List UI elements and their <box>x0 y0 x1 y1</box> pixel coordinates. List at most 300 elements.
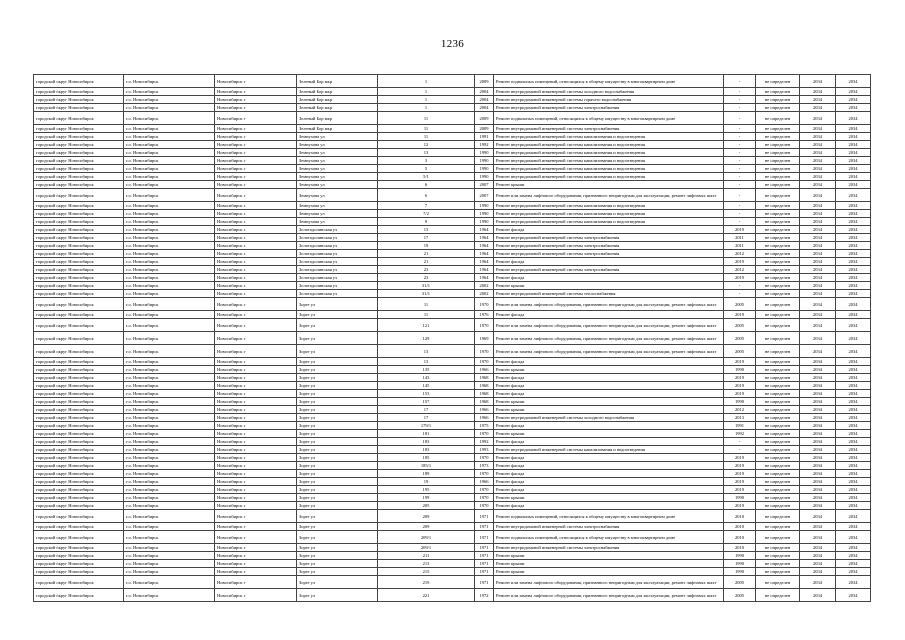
cell-year-to: 2034 <box>836 510 871 523</box>
cell-status: не определен <box>756 112 800 125</box>
cell-city: Новосибирск г <box>215 430 297 438</box>
cell-okrug: городской округ Новосибирск <box>34 234 124 242</box>
cell-year-to: 2034 <box>836 75 871 88</box>
cell-city: Новосибирск г <box>215 414 297 422</box>
cell-work-type: Ремонт внутридомовой инженерной системы электроснабжения <box>494 125 724 133</box>
table-row <box>34 242 871 250</box>
cell-settlement: г.о. Новосибирск <box>124 552 215 560</box>
cell-house: 5/1 <box>378 173 475 181</box>
cell-street: Земнухова ул <box>297 165 378 173</box>
cell-settlement: г.о. Новосибирск <box>124 202 215 210</box>
cell-year-to: 2034 <box>836 133 871 141</box>
cell-status: не определен <box>756 470 800 478</box>
cell-house: 129 <box>378 332 475 345</box>
cell-house: 31/1 <box>378 290 475 298</box>
cell-year: 1993 <box>475 446 494 454</box>
table-row <box>34 345 871 358</box>
cell-prev-repair: 2010 <box>724 544 756 552</box>
cell-year-to: 2034 <box>836 374 871 382</box>
cell-year: 1990 <box>475 149 494 157</box>
cell-year-from: 2034 <box>800 266 836 274</box>
cell-year-to: 2034 <box>836 523 871 531</box>
cell-house: 11 <box>378 311 475 319</box>
cell-city: Новосибирск г <box>215 141 297 149</box>
cell-settlement: г.о. Новосибирск <box>124 332 215 345</box>
table-row <box>34 125 871 133</box>
table-row <box>34 290 871 298</box>
cell-settlement: г.о. Новосибирск <box>124 438 215 446</box>
cell-city: Новосибирск г <box>215 189 297 202</box>
cell-prev-repair: 1990 <box>724 552 756 560</box>
table-row <box>34 560 871 568</box>
cell-street: Золотодолинская ул <box>297 226 378 234</box>
cell-city: Новосибирск г <box>215 298 297 311</box>
cell-city: Новосибирск г <box>215 560 297 568</box>
cell-status: не определен <box>756 290 800 298</box>
cell-status: не определен <box>756 390 800 398</box>
cell-okrug: городской округ Новосибирск <box>34 181 124 189</box>
cell-work-type: Ремонт внутридомовой инженерной системы холодного водоснабжения <box>494 88 724 96</box>
cell-status: не определен <box>756 157 800 165</box>
cell-status: не определен <box>756 218 800 226</box>
cell-work-type: Ремонт крыши <box>494 560 724 568</box>
cell-street: Зеленый Бор мкр <box>297 112 378 125</box>
cell-status: не определен <box>756 75 800 88</box>
cell-year: 2009 <box>475 75 494 88</box>
cell-year: 1990 <box>475 165 494 173</box>
cell-okrug: городской округ Новосибирск <box>34 462 124 470</box>
cell-okrug: городской округ Новосибирск <box>34 382 124 390</box>
table-row <box>34 282 871 290</box>
table-row <box>34 462 871 470</box>
cell-prev-repair: - <box>724 149 756 157</box>
cell-prev-repair: - <box>724 133 756 141</box>
cell-settlement: г.о. Новосибирск <box>124 454 215 462</box>
cell-prev-repair: 2010 <box>724 531 756 544</box>
cell-year-from: 2034 <box>800 345 836 358</box>
cell-year-to: 2034 <box>836 311 871 319</box>
cell-settlement: г.о. Новосибирск <box>124 470 215 478</box>
cell-okrug: городской округ Новосибирск <box>34 470 124 478</box>
cell-okrug: городской округ Новосибирск <box>34 544 124 552</box>
cell-house: 13 <box>378 358 475 366</box>
cell-house: 13 <box>378 226 475 234</box>
cell-city: Новосибирск г <box>215 282 297 290</box>
cell-year-to: 2034 <box>836 544 871 552</box>
cell-status: не определен <box>756 446 800 454</box>
cell-year-from: 2034 <box>800 390 836 398</box>
cell-okrug: городской округ Новосибирск <box>34 282 124 290</box>
table-row <box>34 510 871 523</box>
cell-year: 1990 <box>475 157 494 165</box>
cell-street: Земнухова ул <box>297 189 378 202</box>
cell-year: 1970 <box>475 502 494 510</box>
cell-prev-repair: 2019 <box>724 311 756 319</box>
cell-prev-repair: 2019 <box>724 274 756 282</box>
cell-status: не определен <box>756 568 800 576</box>
cell-street: Зорге ул <box>297 430 378 438</box>
cell-settlement: г.о. Новосибирск <box>124 157 215 165</box>
cell-year: 2002 <box>475 282 494 290</box>
cell-work-type: Ремонт внутридомовой инженерной системы канализования и водоотведения <box>494 149 724 157</box>
cell-status: не определен <box>756 531 800 544</box>
cell-house: 11 <box>378 112 475 125</box>
cell-status: не определен <box>756 576 800 589</box>
cell-year-to: 2034 <box>836 560 871 568</box>
cell-year: 1992 <box>475 141 494 149</box>
cell-prev-repair: - <box>724 157 756 165</box>
cell-prev-repair: - <box>724 189 756 202</box>
cell-year-from: 2034 <box>800 104 836 112</box>
cell-year-from: 2034 <box>800 430 836 438</box>
table-row <box>34 454 871 462</box>
cell-city: Новосибирск г <box>215 274 297 282</box>
cell-year-to: 2034 <box>836 282 871 290</box>
cell-settlement: г.о. Новосибирск <box>124 422 215 430</box>
cell-year-from: 2034 <box>800 258 836 266</box>
cell-work-type: Ремонт внутридомовой инженерной системы канализования и водоотведения <box>494 133 724 141</box>
cell-house: 183 <box>378 446 475 454</box>
cell-year-from: 2034 <box>800 589 836 602</box>
cell-year-from: 2034 <box>800 274 836 282</box>
cell-house: 6 <box>378 189 475 202</box>
cell-status: не определен <box>756 422 800 430</box>
cell-house: 5 <box>378 165 475 173</box>
cell-settlement: г.о. Новосибирск <box>124 75 215 88</box>
cell-year-from: 2034 <box>800 398 836 406</box>
cell-year: 1970 <box>475 298 494 311</box>
table-row <box>34 382 871 390</box>
cell-prev-repair: 2019 <box>724 258 756 266</box>
cell-status: не определен <box>756 96 800 104</box>
cell-okrug: городской округ Новосибирск <box>34 510 124 523</box>
cell-year: 1972 <box>475 589 494 602</box>
cell-year: 1964 <box>475 226 494 234</box>
cell-year: 1966 <box>475 366 494 374</box>
cell-okrug: городской округ Новосибирск <box>34 319 124 332</box>
cell-status: не определен <box>756 234 800 242</box>
cell-city: Новосибирск г <box>215 133 297 141</box>
cell-year-to: 2034 <box>836 502 871 510</box>
cell-year: 2007 <box>475 181 494 189</box>
cell-prev-repair: 2019 <box>724 374 756 382</box>
cell-street: Зорге ул <box>297 589 378 602</box>
cell-year: 1976 <box>475 311 494 319</box>
table-row <box>34 173 871 181</box>
cell-okrug: городской округ Новосибирск <box>34 446 124 454</box>
cell-okrug: городской округ Новосибирск <box>34 560 124 568</box>
cell-house: 135 <box>378 366 475 374</box>
cell-settlement: г.о. Новосибирск <box>124 242 215 250</box>
cell-year-to: 2034 <box>836 462 871 470</box>
cell-settlement: г.о. Новосибирск <box>124 568 215 576</box>
cell-work-type: Ремонт внутридомовой инженерной системы канализования и водоотведения <box>494 218 724 226</box>
cell-year-from: 2034 <box>800 234 836 242</box>
cell-prev-repair: 1992 <box>724 430 756 438</box>
cell-city: Новосибирск г <box>215 332 297 345</box>
cell-year-from: 2034 <box>800 523 836 531</box>
cell-settlement: г.о. Новосибирск <box>124 531 215 544</box>
cell-settlement: г.о. Новосибирск <box>124 390 215 398</box>
cell-house: 9 <box>378 218 475 226</box>
cell-year-to: 2034 <box>836 576 871 589</box>
cell-year: 2007 <box>475 189 494 202</box>
cell-work-type: Ремонт подвальных помещений, относящихся к общему имуществу в многоквартирном доме <box>494 75 724 88</box>
cell-year-from: 2034 <box>800 462 836 470</box>
cell-prev-repair: 2019 <box>724 462 756 470</box>
cell-city: Новосибирск г <box>215 234 297 242</box>
cell-work-type: Ремонт внутридомовой инженерной системы канализования и водоотведения <box>494 157 724 165</box>
cell-street: Зорге ул <box>297 494 378 502</box>
cell-house: 145 <box>378 382 475 390</box>
cell-year-from: 2034 <box>800 96 836 104</box>
table-row <box>34 568 871 576</box>
cell-status: не определен <box>756 462 800 470</box>
cell-year-to: 2034 <box>836 88 871 96</box>
cell-house: 213 <box>378 560 475 568</box>
cell-settlement: г.о. Новосибирск <box>124 366 215 374</box>
cell-work-type: Ремонт или замена лифтового оборудования, признанного непригодным для эксплуатации, ремонт лифтовых шахт <box>494 345 724 358</box>
table-row <box>34 274 871 282</box>
cell-street: Зорге ул <box>297 366 378 374</box>
cell-house: 221 <box>378 589 475 602</box>
cell-house: 11 <box>378 133 475 141</box>
cell-house: 11 <box>378 125 475 133</box>
cell-year-to: 2034 <box>836 218 871 226</box>
cell-year-to: 2034 <box>836 242 871 250</box>
cell-okrug: городской округ Новосибирск <box>34 358 124 366</box>
table-row <box>34 478 871 486</box>
cell-city: Новосибирск г <box>215 486 297 494</box>
cell-street: Зеленый Бор мкр <box>297 125 378 133</box>
cell-status: не определен <box>756 366 800 374</box>
cell-prev-repair: 1991 <box>724 422 756 430</box>
cell-year-to: 2034 <box>836 181 871 189</box>
cell-year-from: 2034 <box>800 374 836 382</box>
cell-street: Зорге ул <box>297 319 378 332</box>
cell-status: не определен <box>756 189 800 202</box>
cell-okrug: городской округ Новосибирск <box>34 438 124 446</box>
cell-house: 209 <box>378 523 475 531</box>
cell-status: не определен <box>756 242 800 250</box>
cell-year-from: 2034 <box>800 510 836 523</box>
cell-status: не определен <box>756 250 800 258</box>
cell-okrug: городской округ Новосибирск <box>34 454 124 462</box>
table-row <box>34 75 871 88</box>
cell-year-to: 2034 <box>836 414 871 422</box>
cell-house: 7/2 <box>378 210 475 218</box>
cell-year: 1964 <box>475 242 494 250</box>
cell-year-from: 2034 <box>800 454 836 462</box>
cell-year: 1992 <box>475 438 494 446</box>
cell-house: 1 <box>378 75 475 88</box>
cell-okrug: городской округ Новосибирск <box>34 478 124 486</box>
cell-status: не определен <box>756 454 800 462</box>
cell-settlement: г.о. Новосибирск <box>124 478 215 486</box>
cell-work-type: Ремонт внутридомовой инженерной системы канализования и водоотведения <box>494 173 724 181</box>
cell-prev-repair: 2019 <box>724 226 756 234</box>
register-body <box>34 75 871 602</box>
cell-year: 1991 <box>475 133 494 141</box>
cell-year-to: 2034 <box>836 494 871 502</box>
cell-year-from: 2034 <box>800 332 836 345</box>
cell-prev-repair: 2005 <box>724 576 756 589</box>
cell-okrug: городской округ Новосибирск <box>34 523 124 531</box>
cell-year-to: 2034 <box>836 454 871 462</box>
cell-city: Новосибирск г <box>215 398 297 406</box>
cell-street: Зорге ул <box>297 454 378 462</box>
table-row <box>34 494 871 502</box>
cell-city: Новосибирск г <box>215 157 297 165</box>
cell-year-to: 2034 <box>836 552 871 560</box>
cell-year-from: 2034 <box>800 202 836 210</box>
cell-street: Земнухова ул <box>297 173 378 181</box>
cell-street: Зорге ул <box>297 398 378 406</box>
table-row <box>34 149 871 157</box>
cell-year: 1971 <box>475 552 494 560</box>
cell-year: 2009 <box>475 112 494 125</box>
cell-work-type: Ремонт фасада <box>494 390 724 398</box>
cell-street: Зорге ул <box>297 560 378 568</box>
table-row <box>34 96 871 104</box>
cell-city: Новосибирск г <box>215 311 297 319</box>
cell-status: не определен <box>756 104 800 112</box>
cell-year: 1969 <box>475 332 494 345</box>
cell-year-from: 2034 <box>800 544 836 552</box>
cell-settlement: г.о. Новосибирск <box>124 104 215 112</box>
cell-street: Зорге ул <box>297 502 378 510</box>
cell-prev-repair: 2019 <box>724 390 756 398</box>
table-row <box>34 531 871 544</box>
table-row <box>34 311 871 319</box>
cell-status: не определен <box>756 149 800 157</box>
cell-street: Зорге ул <box>297 374 378 382</box>
cell-year: 1970 <box>475 454 494 462</box>
table-row <box>34 141 871 149</box>
table-row <box>34 552 871 560</box>
cell-work-type: Ремонт крыши <box>494 398 724 406</box>
cell-year: 1970 <box>475 345 494 358</box>
cell-year: 2009 <box>475 125 494 133</box>
cell-status: не определен <box>756 202 800 210</box>
cell-okrug: городской округ Новосибирск <box>34 311 124 319</box>
cell-year-from: 2034 <box>800 165 836 173</box>
cell-year-to: 2034 <box>836 366 871 374</box>
cell-street: Зорге ул <box>297 486 378 494</box>
cell-prev-repair: - <box>724 96 756 104</box>
cell-house: 153 <box>378 390 475 398</box>
cell-house: 179/1 <box>378 422 475 430</box>
cell-work-type: Ремонт фасада <box>494 311 724 319</box>
cell-street: Золотодолинская ул <box>297 290 378 298</box>
cell-year-from: 2034 <box>800 181 836 189</box>
cell-year-from: 2034 <box>800 568 836 576</box>
cell-street: Зорге ул <box>297 298 378 311</box>
cell-year-to: 2034 <box>836 478 871 486</box>
cell-city: Новосибирск г <box>215 589 297 602</box>
cell-house: 183 <box>378 438 475 446</box>
cell-settlement: г.о. Новосибирск <box>124 290 215 298</box>
cell-work-type: Ремонт внутридомовой инженерной системы электроснабжения <box>494 523 724 531</box>
cell-okrug: городской округ Новосибирск <box>34 149 124 157</box>
cell-okrug: городской округ Новосибирск <box>34 568 124 576</box>
cell-year-from: 2034 <box>800 486 836 494</box>
cell-prev-repair: 2005 <box>724 345 756 358</box>
table-row <box>34 266 871 274</box>
cell-prev-repair: 2011 <box>724 234 756 242</box>
cell-city: Новосибирск г <box>215 454 297 462</box>
cell-year: 1970 <box>475 494 494 502</box>
page-number: 1236 <box>440 38 465 50</box>
cell-year-to: 2034 <box>836 125 871 133</box>
cell-year: 2004 <box>475 96 494 104</box>
cell-settlement: г.о. Новосибирск <box>124 226 215 234</box>
cell-year-to: 2034 <box>836 568 871 576</box>
cell-prev-repair: - <box>724 446 756 454</box>
cell-settlement: г.о. Новосибирск <box>124 266 215 274</box>
cell-year-to: 2034 <box>836 486 871 494</box>
cell-status: не определен <box>756 430 800 438</box>
cell-status: не определен <box>756 523 800 531</box>
cell-year-from: 2034 <box>800 173 836 181</box>
cell-prev-repair: 2005 <box>724 319 756 332</box>
cell-year-from: 2034 <box>800 242 836 250</box>
table-row <box>34 414 871 422</box>
cell-status: не определен <box>756 552 800 560</box>
cell-year-from: 2034 <box>800 298 836 311</box>
cell-prev-repair: - <box>724 438 756 446</box>
cell-settlement: г.о. Новосибирск <box>124 494 215 502</box>
cell-prev-repair: - <box>724 181 756 189</box>
cell-work-type: Ремонт внутридомовой инженерной системы электроснабжения <box>494 104 724 112</box>
cell-house: 23 <box>378 266 475 274</box>
cell-city: Новосибирск г <box>215 544 297 552</box>
cell-street: Зорге ул <box>297 345 378 358</box>
table-row <box>34 112 871 125</box>
cell-work-type: Ремонт фасада <box>494 274 724 282</box>
cell-prev-repair: 2019 <box>724 486 756 494</box>
cell-year: 1968 <box>475 390 494 398</box>
cell-okrug: городской округ Новосибирск <box>34 406 124 414</box>
table-row <box>34 226 871 234</box>
cell-settlement: г.о. Новосибирск <box>124 311 215 319</box>
cell-settlement: г.о. Новосибирск <box>124 414 215 422</box>
table-row <box>34 523 871 531</box>
cell-work-type: Ремонт фасада <box>494 358 724 366</box>
cell-house: 3 <box>378 157 475 165</box>
cell-work-type: Ремонт внутридомовой инженерной системы холодного водоснабжения <box>494 414 724 422</box>
cell-settlement: г.о. Новосибирск <box>124 181 215 189</box>
cell-settlement: г.о. Новосибирск <box>124 589 215 602</box>
cell-year-from: 2034 <box>800 478 836 486</box>
cell-okrug: городской округ Новосибирск <box>34 141 124 149</box>
cell-city: Новосибирск г <box>215 125 297 133</box>
cell-street: Земнухова ул <box>297 181 378 189</box>
cell-status: не определен <box>756 311 800 319</box>
cell-status: не определен <box>756 141 800 149</box>
cell-street: Зорге ул <box>297 531 378 544</box>
table-row <box>34 576 871 589</box>
cell-prev-repair: - <box>724 88 756 96</box>
cell-house: 143 <box>378 374 475 382</box>
cell-year-to: 2034 <box>836 189 871 202</box>
cell-year: 1970 <box>475 486 494 494</box>
cell-work-type: Ремонт крыши <box>494 494 724 502</box>
cell-work-type: Ремонт подвальных помещений, относящихся к общему имуществу в многоквартирном доме <box>494 510 724 523</box>
cell-okrug: городской округ Новосибирск <box>34 157 124 165</box>
cell-street: Земнухова ул <box>297 157 378 165</box>
cell-year-from: 2034 <box>800 414 836 422</box>
